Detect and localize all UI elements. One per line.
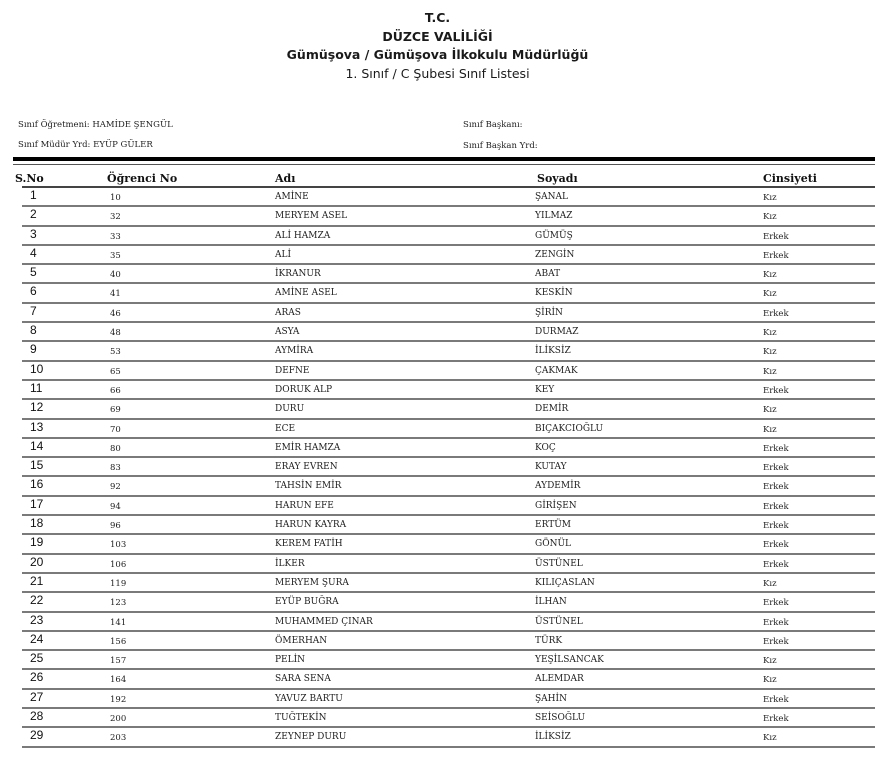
table-row	[22, 497, 875, 516]
row-surname: ÜSTÜNEL	[535, 558, 583, 569]
row-surname: KUTAY	[535, 462, 567, 473]
row-student-no: 123	[110, 598, 127, 609]
row-sno: 12	[30, 400, 44, 415]
row-student-no: 164	[110, 675, 127, 686]
row-sno: 19	[30, 535, 44, 550]
table-row	[22, 593, 875, 612]
row-sno: 5	[30, 265, 37, 280]
row-gender: Kız	[763, 578, 777, 589]
row-first-name: PELİN	[275, 655, 306, 666]
row-first-name: DURU	[275, 404, 305, 415]
table-row	[22, 709, 875, 728]
table-row	[22, 574, 875, 593]
table-row	[22, 458, 875, 477]
row-first-name: AMİNE	[275, 192, 309, 202]
row-sno: 18	[30, 516, 44, 531]
row-student-no: 106	[110, 559, 127, 570]
header-school: Gümüşova / Gümüşova İlkokulu Müdürlüğü	[286, 47, 589, 62]
col-header-sno: S.No	[15, 172, 44, 185]
row-gender: Erkek	[763, 501, 789, 512]
table-row	[22, 246, 875, 265]
row-surname: ŞANAL	[535, 192, 569, 202]
row-sno: 24	[30, 631, 44, 646]
row-sno: 7	[30, 303, 37, 318]
header-governorship: DÜZCE VALİLİĞİ	[382, 29, 493, 44]
row-first-name: İKRANUR	[275, 269, 321, 280]
row-surname: ABAT	[535, 269, 561, 280]
row-gender: Kız	[763, 347, 777, 358]
row-first-name: SARA SENA	[275, 674, 331, 685]
row-surname: KILIÇASLAN	[535, 577, 595, 588]
row-sno: 26	[30, 670, 44, 685]
row-surname: GÖNÜL	[535, 539, 572, 550]
table-row	[22, 535, 875, 554]
row-first-name: TAHSİN EMİR	[275, 481, 342, 492]
row-gender: Kız	[763, 675, 777, 686]
row-first-name: ÖMERHAN	[275, 635, 328, 646]
row-first-name: AMİNE ASEL	[275, 288, 337, 299]
row-first-name: HARUN KAYRA	[275, 520, 347, 531]
row-student-no: 66	[110, 385, 121, 396]
row-student-no: 94	[110, 501, 121, 512]
row-student-no: 200	[110, 714, 127, 725]
row-surname: DEMİR	[535, 404, 569, 415]
row-student-no: 141	[110, 617, 127, 628]
row-gender: Kız	[763, 289, 777, 300]
row-gender: Erkek	[763, 694, 789, 705]
row-first-name: İLKER	[275, 558, 305, 569]
header-divider-thin	[13, 164, 875, 165]
row-gender: Erkek	[763, 617, 789, 628]
table-row	[22, 651, 875, 670]
class-vice-president: Sınıf Başkan Yrd:	[463, 141, 538, 151]
col-header-student-no: Öğrenci No	[107, 172, 178, 185]
row-surname: ŞAHİN	[535, 693, 567, 704]
row-gender: Kız	[763, 424, 777, 435]
row-gender: Kız	[763, 193, 777, 203]
table-row	[22, 188, 875, 207]
row-surname: DURMAZ	[535, 327, 579, 338]
document-title: 1. Sınıf / C Şubesi Sınıf Listesi	[345, 66, 530, 81]
row-gender: Erkek	[763, 521, 789, 532]
row-sno: 14	[30, 438, 44, 453]
row-first-name: YAVUZ BARTU	[275, 693, 343, 704]
row-surname: AYDEMİR	[535, 481, 581, 492]
row-surname: BIÇAKCIOĞLU	[535, 423, 604, 434]
row-student-no: 41	[110, 289, 121, 300]
table-row	[22, 670, 875, 689]
row-sno: 20	[30, 554, 44, 569]
row-student-no: 53	[110, 347, 121, 358]
col-header-surname: Soyadı	[537, 172, 578, 185]
row-gender: Erkek	[763, 482, 789, 493]
row-student-no: 83	[110, 463, 121, 474]
row-first-name: AYMİRA	[275, 346, 314, 357]
row-surname: ÇAKMAK	[535, 365, 578, 376]
row-gender: Erkek	[763, 540, 789, 551]
row-sno: 21	[30, 573, 44, 588]
row-sno: 3	[30, 226, 37, 241]
table-row	[22, 381, 875, 400]
row-student-no: 40	[110, 270, 121, 281]
row-sno: 29	[30, 728, 44, 743]
class-president: Sınıf Başkanı:	[463, 120, 523, 130]
row-gender: Kız	[763, 733, 777, 744]
row-student-no: 69	[110, 405, 121, 416]
row-first-name: ARAS	[275, 307, 301, 318]
row-first-name: EYÜP BUĞRA	[275, 597, 339, 608]
row-sno: 27	[30, 689, 44, 704]
row-surname: İLHAN	[535, 597, 567, 608]
row-student-no: 192	[110, 694, 127, 705]
row-student-no: 35	[110, 250, 121, 261]
row-student-no: 48	[110, 328, 121, 339]
row-surname: SEİSOĞLU	[535, 713, 586, 724]
row-sno: 16	[30, 477, 44, 492]
table-row	[22, 323, 875, 342]
table-row	[22, 227, 875, 246]
row-student-no: 119	[110, 578, 127, 589]
row-first-name: TUĞTEKİN	[275, 713, 327, 724]
row-first-name: HARUN EFE	[275, 500, 334, 511]
header-tc: T.C.	[424, 10, 451, 25]
row-sno: 9	[30, 342, 37, 357]
row-gender: Kız	[763, 270, 777, 281]
row-surname: ZENGİN	[535, 249, 575, 260]
table-row	[22, 516, 875, 535]
table-row	[22, 632, 875, 651]
col-header-name: Adı	[275, 172, 296, 185]
row-student-no: 92	[110, 482, 121, 493]
row-sno: 17	[30, 496, 44, 511]
row-sno: 8	[30, 323, 37, 338]
row-first-name: ALİ	[275, 249, 292, 260]
row-sno: 25	[30, 651, 44, 666]
row-surname: ERTÜM	[535, 520, 571, 531]
row-surname: İLİKSİZ	[535, 732, 571, 743]
row-student-no: 103	[110, 540, 127, 551]
row-gender: Erkek	[763, 636, 789, 647]
table-row	[22, 362, 875, 381]
row-first-name: KEREM FATİH	[275, 539, 343, 550]
row-gender: Erkek	[763, 714, 789, 725]
row-surname: YILMAZ	[535, 211, 573, 222]
row-surname: KEY	[535, 384, 555, 395]
vice-principal: Sınıf Müdür Yrd: EYÜP GÜLER	[18, 140, 153, 150]
row-sno: 2	[30, 207, 37, 222]
table-row	[22, 555, 875, 574]
col-header-gender: Cinsiyeti	[763, 172, 817, 185]
row-first-name: ERAY EVREN	[275, 462, 338, 473]
table-row	[22, 613, 875, 632]
row-first-name: ASYA	[275, 327, 300, 338]
row-student-no: 33	[110, 231, 121, 242]
row-sno: 23	[30, 612, 44, 627]
row-gender: Erkek	[763, 598, 789, 609]
table-row	[22, 420, 875, 439]
table-row	[22, 728, 875, 747]
row-surname: ŞİRİN	[535, 307, 563, 318]
row-student-no: 203	[110, 733, 127, 744]
row-gender: Erkek	[763, 559, 789, 570]
row-surname: GİRİŞEN	[535, 500, 577, 511]
row-sno: 28	[30, 709, 44, 724]
row-gender: Erkek	[763, 308, 789, 319]
row-surname: ALEMDAR	[535, 674, 584, 685]
row-gender: Kız	[763, 212, 777, 223]
row-surname: YEŞİLSANCAK	[535, 655, 604, 666]
row-gender: Erkek	[763, 463, 789, 474]
row-sno: 13	[30, 419, 44, 434]
row-gender: Kız	[763, 328, 777, 339]
row-surname: KESKİN	[535, 288, 573, 299]
row-student-no: 10	[110, 193, 121, 203]
table-row	[22, 690, 875, 709]
row-first-name: DEFNE	[275, 365, 310, 376]
table-row	[22, 304, 875, 323]
row-gender: Erkek	[763, 443, 789, 454]
table-row	[22, 477, 875, 496]
row-surname: İLİKSİZ	[535, 346, 571, 357]
row-gender: Erkek	[763, 385, 789, 396]
row-gender: Kız	[763, 656, 777, 667]
row-student-no: 80	[110, 443, 121, 454]
row-sno: 6	[30, 284, 37, 299]
row-first-name: ALİ HAMZA	[275, 230, 331, 241]
row-first-name: DORUK ALP	[275, 384, 333, 395]
row-student-no: 156	[110, 636, 127, 647]
row-surname: TÜRK	[535, 635, 563, 646]
row-gender: Kız	[763, 366, 777, 377]
row-sno: 10	[30, 361, 44, 376]
row-gender: Erkek	[763, 250, 789, 261]
header-divider-thick	[13, 157, 875, 161]
row-first-name: MERYEM ŞURA	[275, 577, 349, 588]
table-row	[22, 342, 875, 361]
row-sno: 4	[30, 245, 37, 260]
row-student-no: 157	[110, 656, 127, 667]
row-first-name: MUHAMMED ÇINAR	[275, 616, 373, 627]
row-student-no: 70	[110, 424, 121, 435]
table-row	[22, 439, 875, 458]
row-first-name: ZEYNEP DURU	[275, 732, 347, 743]
class-teacher: Sınıf Öğretmeni: HAMİDE ŞENGÜL	[18, 120, 173, 130]
row-surname: GÜMÜŞ	[535, 230, 573, 241]
row-student-no: 65	[110, 366, 121, 377]
row-sno: 11	[30, 380, 43, 395]
row-sno: 22	[30, 593, 44, 608]
row-gender: Erkek	[763, 231, 789, 242]
row-student-no: 32	[110, 212, 121, 223]
table-row	[22, 400, 875, 419]
row-sno: 1	[30, 188, 37, 202]
row-sno: 15	[30, 458, 44, 473]
row-student-no: 96	[110, 521, 121, 532]
row-gender: Kız	[763, 405, 777, 416]
row-first-name: MERYEM ASEL	[275, 211, 348, 222]
table-row	[22, 207, 875, 226]
table-row	[22, 284, 875, 303]
row-first-name: EMİR HAMZA	[275, 442, 341, 453]
student-table-body	[0, 188, 875, 748]
row-surname: KOÇ	[535, 442, 556, 453]
row-first-name: ECE	[275, 423, 296, 434]
table-row	[22, 265, 875, 284]
row-surname: ÜSTÜNEL	[535, 616, 583, 627]
row-student-no: 46	[110, 308, 121, 319]
